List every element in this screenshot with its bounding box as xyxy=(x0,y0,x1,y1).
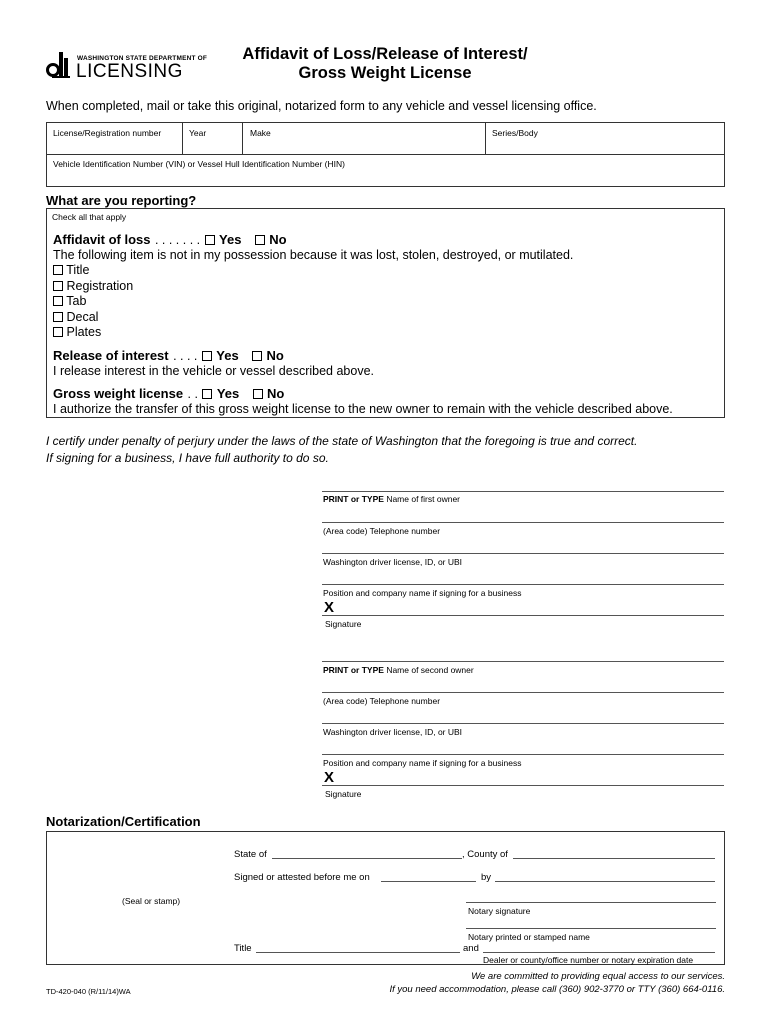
check-all-note: Check all that apply xyxy=(52,212,127,222)
item-registration-label: Registration xyxy=(66,279,134,293)
release-row xyxy=(53,347,284,365)
notary-heading: Notarization/Certification xyxy=(46,814,201,829)
affidavit-dots: . . . . . . . xyxy=(154,233,201,247)
decal-checkbox[interactable] xyxy=(53,312,63,322)
by-label: by xyxy=(481,872,492,883)
release-no-checkbox[interactable] xyxy=(252,351,262,361)
footer-line-1: We are committed to providing equal access to our services. xyxy=(471,971,725,982)
gross-label: Gross weight license xyxy=(53,386,184,401)
owner2-sign-x: X xyxy=(324,769,335,786)
year-field[interactable]: Year xyxy=(189,128,207,138)
signed-before-label: Signed or attested before me on xyxy=(234,872,370,883)
gross-dots: . . xyxy=(187,387,198,401)
item-plates xyxy=(53,325,101,339)
affidavit-label: Affidavit of loss xyxy=(53,232,151,247)
owner2-name-field[interactable] xyxy=(323,665,474,675)
title-line-2: Gross Weight License xyxy=(298,64,472,82)
owner2-position-field[interactable]: Position and company name if signing for a business xyxy=(323,758,522,768)
owner1-phone-field[interactable]: (Area code) Telephone number xyxy=(323,526,441,536)
form-id: TD-420-040 (R/11/14)WA xyxy=(46,987,131,996)
county-of-label: , County of xyxy=(462,849,508,860)
notary-signature-label: Notary signature xyxy=(468,906,531,916)
vehicle-table xyxy=(46,122,725,187)
owner1-signature-field[interactable]: Signature xyxy=(325,619,362,629)
series-body-field[interactable]: Series/Body xyxy=(492,128,538,138)
owner2-signature-field[interactable]: Signature xyxy=(325,789,362,799)
intro-text: When completed, mail or take this original, notarized form to any vehicle and vessel licensing office. xyxy=(46,99,597,113)
agency-big-text: LICENSING xyxy=(76,61,183,82)
owner1-name-label: Name of first owner xyxy=(386,494,461,504)
notary-signature-line[interactable] xyxy=(466,902,716,903)
owner1-license-field[interactable]: Washington driver license, ID, or UBI xyxy=(323,557,463,567)
item-registration xyxy=(53,279,133,293)
affidavit-yes-label: Yes xyxy=(219,232,242,247)
item-title-label: Title xyxy=(66,263,90,277)
state-of-line[interactable] xyxy=(272,858,462,859)
certify-line-1: I certify under penalty of perjury under the laws of the state of Washington that the foregoing is true and correct. xyxy=(46,434,638,448)
affidavit-no-checkbox[interactable] xyxy=(255,235,265,245)
gross-row xyxy=(53,385,284,403)
license-number-field[interactable]: License/Registration number xyxy=(53,128,162,138)
release-dots: . . . . xyxy=(173,349,198,363)
owner2-name-label: Name of second owner xyxy=(386,665,474,675)
by-line[interactable] xyxy=(495,881,715,882)
tab-checkbox[interactable] xyxy=(53,296,63,306)
registration-checkbox[interactable] xyxy=(53,281,63,291)
affidavit-row xyxy=(53,231,287,249)
affidavit-no-label: No xyxy=(269,232,287,247)
dealer-line[interactable] xyxy=(483,952,715,953)
item-decal xyxy=(53,310,98,324)
print-type-bold: PRINT or TYPE xyxy=(323,494,384,504)
title-label: Title xyxy=(234,943,252,954)
notary-printed-label: Notary printed or stamped name xyxy=(468,932,590,942)
print-type-bold-2: PRINT or TYPE xyxy=(323,665,384,675)
release-yes-label: Yes xyxy=(216,348,239,363)
item-tab xyxy=(53,294,86,308)
footer-line-2: If you need accommodation, please call (360) 902-3770 or TTY (360) 664-0116. xyxy=(389,984,725,995)
state-of-label: State of xyxy=(234,849,267,860)
title-line[interactable] xyxy=(256,952,460,953)
owner1-position-field[interactable]: Position and company name if signing for a business xyxy=(323,588,522,598)
notary-printed-line[interactable] xyxy=(466,928,716,929)
item-title xyxy=(53,263,89,277)
page-title xyxy=(200,45,570,83)
owner1-name-field[interactable] xyxy=(323,494,460,504)
seal-stamp-area: (Seal or stamp) xyxy=(122,896,181,906)
certify-line-2: If signing for a business, I have full authority to do so. xyxy=(46,451,329,465)
release-yes-checkbox[interactable] xyxy=(202,351,212,361)
item-decal-label: Decal xyxy=(66,310,99,324)
agency-logo xyxy=(46,52,208,82)
item-plates-label: Plates xyxy=(66,325,102,339)
owner1-sign-x: X xyxy=(324,599,335,616)
release-text: I release interest in the vehicle or vessel described above. xyxy=(53,364,375,378)
affidavit-yes-checkbox[interactable] xyxy=(205,235,215,245)
plates-checkbox[interactable] xyxy=(53,327,63,337)
gross-no-checkbox[interactable] xyxy=(253,389,263,399)
owner2-phone-field[interactable]: (Area code) Telephone number xyxy=(323,696,441,706)
county-of-line[interactable] xyxy=(513,858,715,859)
agency-small-text: WASHINGTON STATE DEPARTMENT OF xyxy=(77,55,208,62)
gross-yes-label: Yes xyxy=(216,386,240,401)
title-checkbox[interactable] xyxy=(53,265,63,275)
gross-yes-checkbox[interactable] xyxy=(202,389,212,399)
release-no-label: No xyxy=(266,348,284,363)
affidavit-text: The following item is not in my possession because it was lost, stolen, destroyed, or mutilated. xyxy=(53,248,574,262)
vin-field[interactable]: Vehicle Identification Number (VIN) or Vessel Hull Identification Number (HIN) xyxy=(53,159,345,169)
and-label: and xyxy=(463,943,479,954)
gross-text: I authorize the transfer of this gross weight license to the new owner to remain with the vehicle described above. xyxy=(53,402,673,416)
item-tab-label: Tab xyxy=(66,294,87,308)
dol-logo-icon xyxy=(46,52,72,80)
owner2-license-field[interactable]: Washington driver license, ID, or UBI xyxy=(323,727,463,737)
reporting-heading: What are you reporting? xyxy=(46,193,197,208)
gross-no-label: No xyxy=(267,386,285,401)
dealer-label: Dealer or county/office number or notary expiration date xyxy=(483,955,694,965)
title-line-1: Affidavit of Loss/Release of Interest/ xyxy=(242,45,528,63)
release-label: Release of interest xyxy=(53,348,169,363)
signed-date-line[interactable] xyxy=(381,881,476,882)
make-field[interactable]: Make xyxy=(250,128,271,138)
